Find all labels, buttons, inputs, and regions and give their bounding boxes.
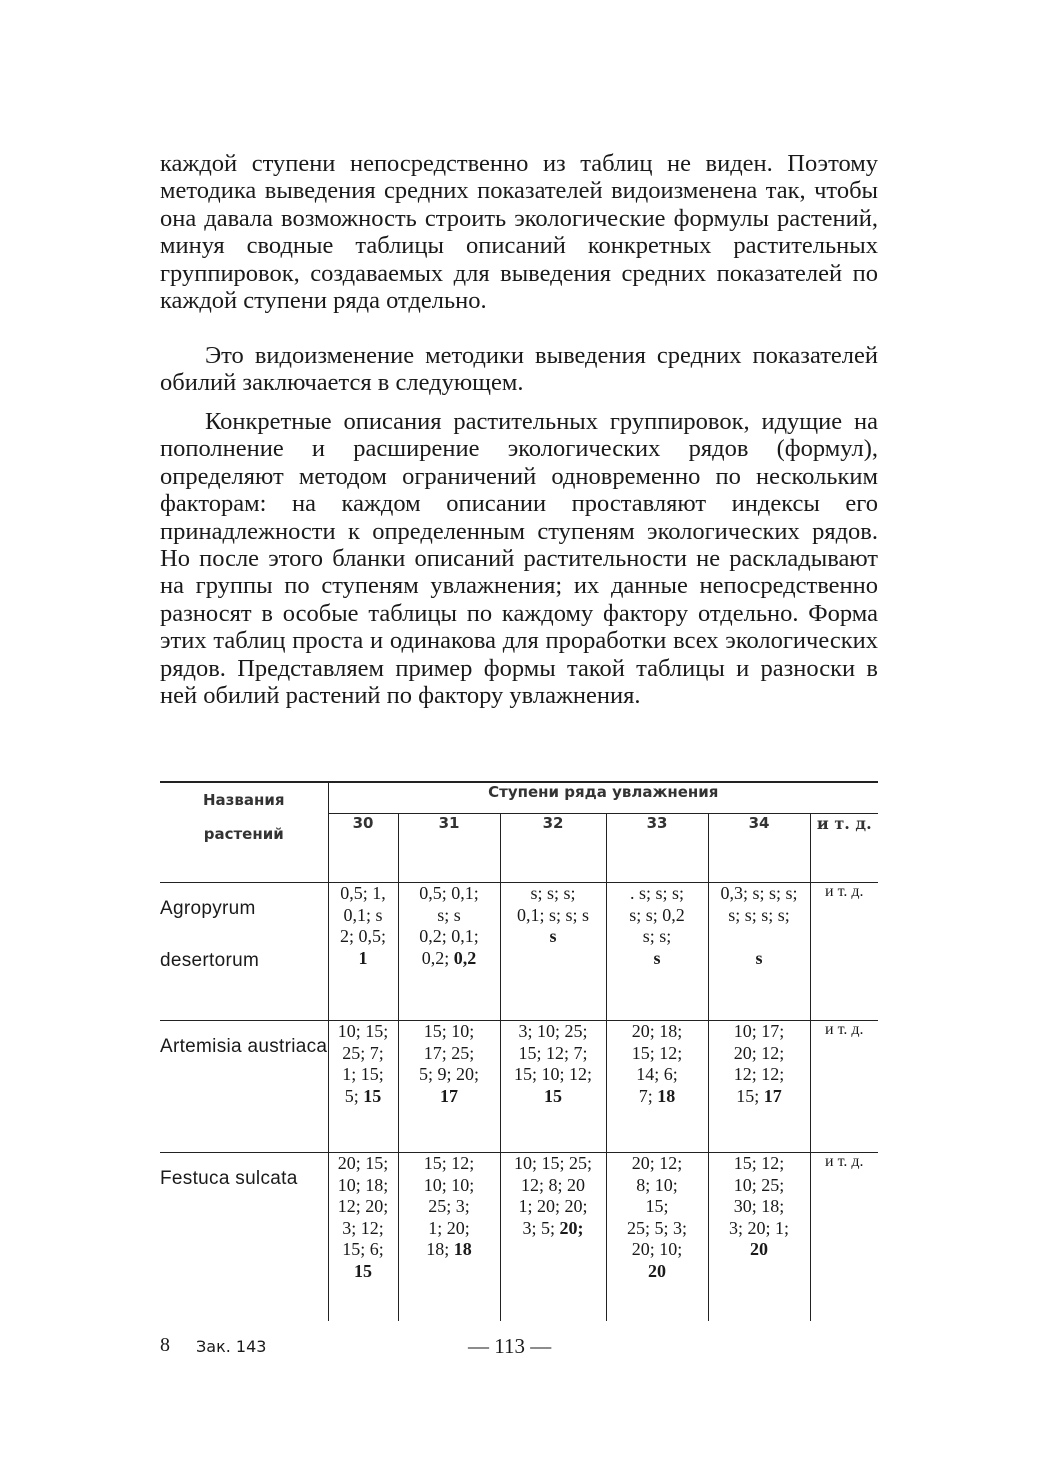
table-row xyxy=(160,883,878,1021)
abundance-mean: 18 xyxy=(453,1239,472,1259)
abundance-values: 15; 12; 10; 10; 25; 3; 1; 20; 18; xyxy=(423,1153,475,1259)
abundance-mean: 1 xyxy=(358,947,368,968)
abundance-cell xyxy=(500,883,606,1021)
abundance-cell xyxy=(606,883,708,1021)
abundance-cell xyxy=(328,1153,398,1321)
etc-cell: и т. д. xyxy=(810,1153,878,1321)
abundance-values: 15; 12; 10; 25; 30; 18; 3; 20; 1; xyxy=(728,1153,789,1238)
abundance-cell xyxy=(398,1153,500,1321)
etc-header: и т. д. xyxy=(810,814,878,883)
print-order: Зак. 143 xyxy=(196,1337,267,1356)
paragraph-1: каждой ступени непосредственно из таблиц не виден. Поэтому методика выведения средних показателей видоизменена так, чтобы она давала возможность строить экологические формулы растений, минуя сводные таблицы описаний конкретных растительных группировок, создаваемых для выведения средних показателей по каждой ступени ряда отдельно. xyxy=(160,150,878,315)
signature-mark: 8 xyxy=(160,1334,170,1356)
abundance-cell xyxy=(328,1021,398,1153)
abundance-values: 0,5; 0,1; s; s 0,2; 0,1; 0,2; xyxy=(419,883,479,968)
abundance-values: s; s; s; 0,1; s; s; s xyxy=(516,883,590,925)
abundance-values: 20; 15; 10; 18; 12; 20; 3; 12; 15; 6; xyxy=(337,1153,389,1259)
plant-name: Festuca sulcata xyxy=(160,1153,328,1321)
abundance-values: 15; 10; 17; 25; 5; 9; 20; xyxy=(418,1021,479,1084)
abundance-mean: s xyxy=(549,926,557,946)
abundance-values: 3; 10; 25; 15; 12; 7; 15; 10; 12; xyxy=(513,1021,592,1084)
abundance-values: 10; 15; 25; 12; 8; 20 1; 20; 20; 3; 5; xyxy=(513,1153,592,1238)
abundance-cell xyxy=(328,883,398,1021)
abundance-mean: 15 xyxy=(544,1085,562,1106)
abundance-values: 20; 12; 8; 10; 15; 25; 5; 3; 20; 10; xyxy=(626,1153,687,1259)
abundance-cell xyxy=(708,883,810,1021)
etc-cell: и т. д. xyxy=(810,1021,878,1153)
abundance-cell xyxy=(606,1153,708,1321)
abundance-mean: s xyxy=(653,947,661,968)
step-header: 33 xyxy=(606,814,708,883)
abundance-mean: 15 xyxy=(354,1260,372,1281)
moisture-steps-header: Ступени ряда увлажнения xyxy=(328,782,878,814)
abundance-mean: 17 xyxy=(763,1085,782,1106)
abundance-mean: 20 xyxy=(648,1260,666,1281)
abundance-mean: 0,2 xyxy=(453,947,477,968)
abundance-mean: 20 xyxy=(750,1239,768,1259)
abundance-mean: 17 xyxy=(440,1085,458,1106)
abundance-mean: s xyxy=(755,947,763,968)
abundance-mean: 20; xyxy=(559,1217,584,1238)
abundance-cell xyxy=(606,1021,708,1153)
name-column-header xyxy=(160,782,328,883)
step-header: 31 xyxy=(398,814,500,883)
paragraph-2: Это видоизменение методики выведения средних показателей обилий заключается в следующем. xyxy=(160,342,878,397)
step-header: 30 xyxy=(328,814,398,883)
plant-name: Artemisia austriaca xyxy=(160,1021,328,1153)
abundance-mean: 15 xyxy=(363,1085,382,1106)
abundance-cell xyxy=(398,883,500,1021)
table-row xyxy=(160,1153,878,1321)
body-text xyxy=(160,150,878,709)
abundance-table xyxy=(160,781,878,1321)
plant-name: Agropyrum desertorum xyxy=(160,883,328,1021)
etc-cell: и т. д. xyxy=(810,883,878,1021)
abundance-values: 10; 15; 25; 7; 1; 15; 5; xyxy=(337,1021,389,1106)
name-header-line-2: растений xyxy=(203,825,284,843)
abundance-cell xyxy=(708,1021,810,1153)
abundance-cell xyxy=(708,1153,810,1321)
abundance-cell xyxy=(500,1021,606,1153)
abundance-values: 0,5; 1, 0,1; s 2; 0,5; xyxy=(339,883,386,946)
abundance-cell xyxy=(398,1021,500,1153)
abundance-cell xyxy=(500,1153,606,1321)
abundance-values: 10; 17; 20; 12; 12; 12; 15; xyxy=(733,1021,785,1106)
name-header-line-1: Названия xyxy=(202,791,285,809)
abundance-values: 0,3; s; s; s; s; s; s; s; xyxy=(720,883,798,925)
page-footer xyxy=(160,1334,878,1364)
table-row xyxy=(160,1021,878,1153)
step-header: 32 xyxy=(500,814,606,883)
step-header: 34 xyxy=(708,814,810,883)
abundance-values: . s; s; s; s; s; 0,2 s; s; xyxy=(629,883,685,946)
paragraph-3: Конкретные описания растительных группировок, идущие на пополнение и расширение экологических рядов (формул), определяют методом ограничений одновременно по нескольким факторам: на каждом описании проставляют индексы его принадлежности к определенным ступеням экологических рядов. Но после этого бланки описаний растительности не раскладывают на группы по ступеням увлажнения; их данные непосредственно разносят в особые таблицы по каждому фактору отдельно. Форма этих таблиц проста и одинакова для проработки всех экологических рядов. Представляем пример формы такой таблицы и разноски в ней обилий растений по фактору увлажнения. xyxy=(160,408,878,710)
abundance-values: 20; 18; 15; 12; 14; 6; 7; xyxy=(631,1021,683,1106)
abundance-mean: 18 xyxy=(657,1085,676,1106)
page-number: — 113 — xyxy=(468,1334,552,1358)
